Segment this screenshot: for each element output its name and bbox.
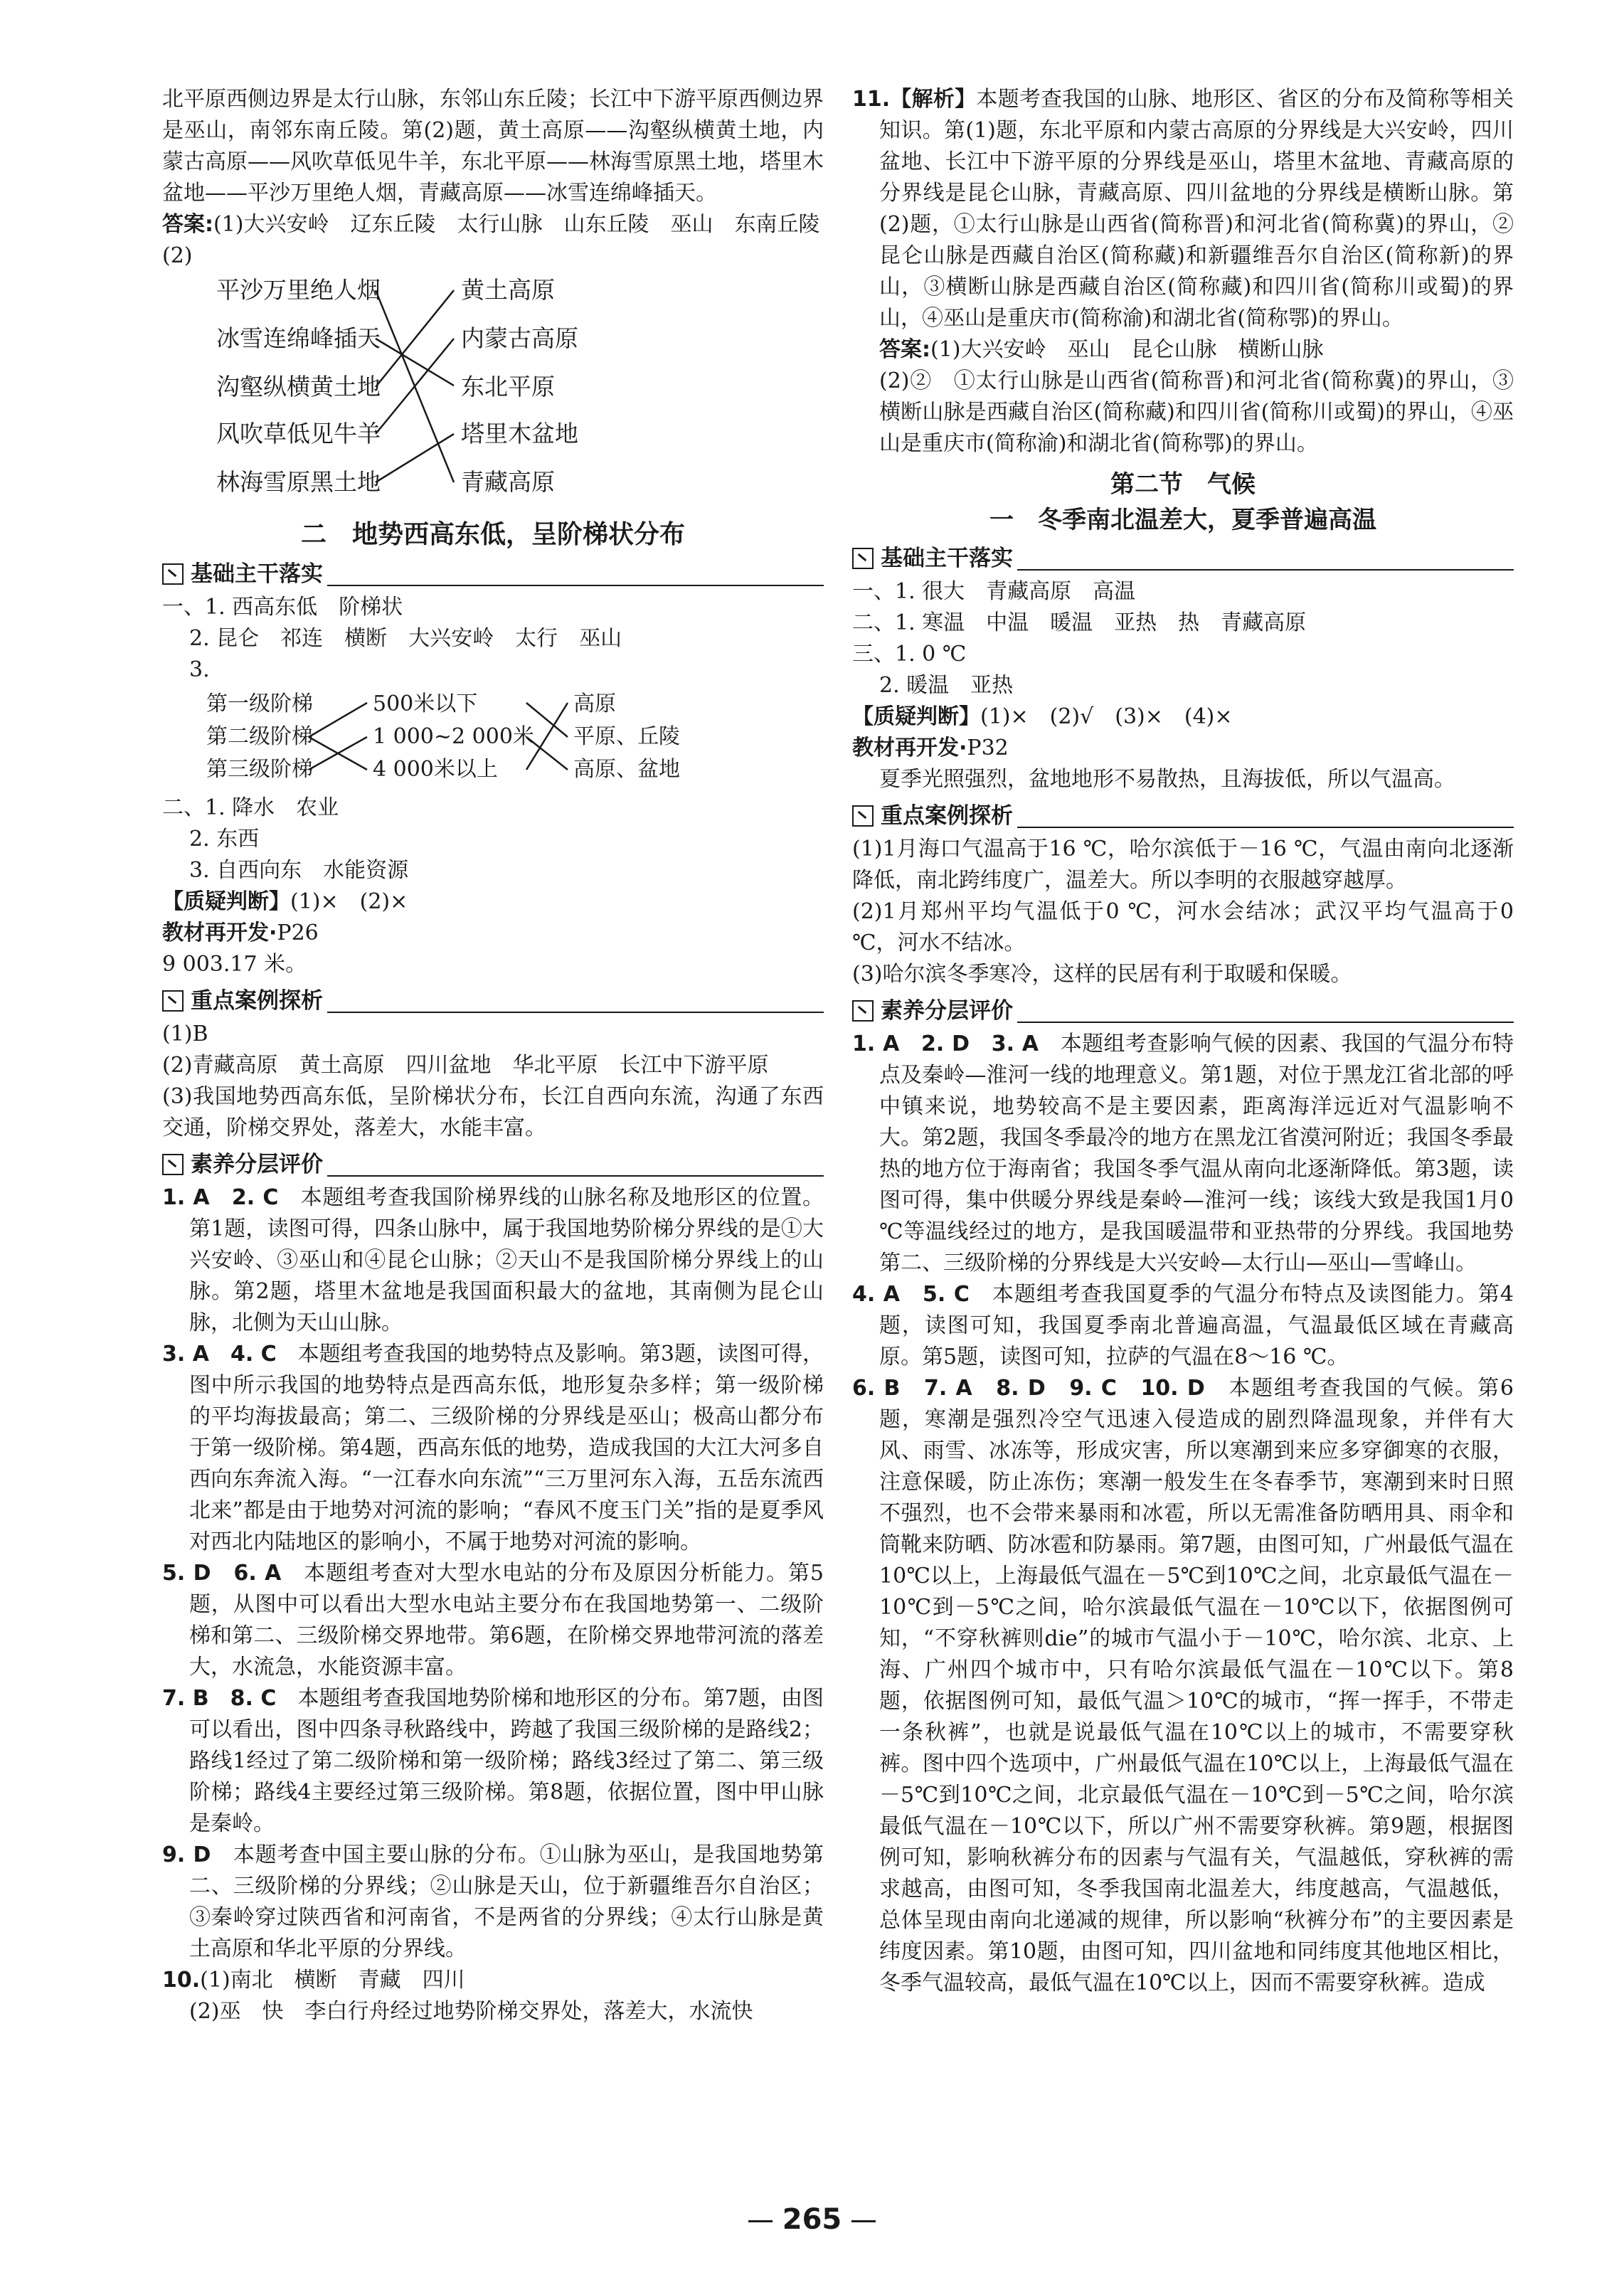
answer-text: (1)大兴安岭 辽东丘陵 太行山脉 山东丘陵 巫山 东南丘陵 xyxy=(213,212,820,237)
lesson-title: 二 地势西高东低，呈阶梯状分布 xyxy=(300,520,685,549)
basics-line: 2. 暖温 亚热 xyxy=(879,673,1014,698)
exercise-item: 11.【解析】本题考查我国的山脉、地形区、省区的分布及简称等相关知识。第(1)题，东北平原和内蒙古高原的分界线是大兴安岭，四川盆地、长江中下游平原的分界线是巫山，塔里木盆地、青藏高原的分界线是昆仑山脉，青藏高原、四川盆地的分界线是横断山脉。第(2)题，①太行山脉是山西省(简称晋)和河北省(简称冀)的界山，②昆仑山脉是西藏自治区(简称藏)和新疆维吾尔自治区(简称新)的界山，③横断山脉是西藏自治区(简称藏)和四川省(简称川或蜀)的界山，④巫山是重庆市(简称渝)和湖北省(简称鄂)的界山。 xyxy=(852,87,1514,331)
page-number: 265 xyxy=(0,2204,1624,2235)
exercise-item: 10.(1)南北 横断 青藏 四川 xyxy=(162,1968,465,1993)
matching-diagram-2 xyxy=(162,686,824,792)
match2-left-item: 第一级阶梯 xyxy=(206,691,313,716)
match1-left-item: 平沙万里绝人烟 xyxy=(216,276,381,304)
exercise-item: 6. B 7. A 8. D 9. C 10. D 本题组考查我国的气候。第6题，寒潮是强烈冷空气迅速入侵造成的剧烈降温现象，并伴有大风、雨雪、冰冻等，形成灾害，所以寒潮到来应多穿御寒的衣服，注意保暖，防止冻伤；寒潮一般发生在冬春季节，寒潮到来时日照不强烈，也不会带来暴雨和冰雹，所以无需准备防晒用具、雨伞和筒靴来防晒、防冰雹和防暴雨。第7题，由图可知，广州最低气温在10℃以上，上海最低气温在－5℃到10℃之间，北京最低气温在－10℃到－5℃之间，哈尔滨最低气温在－10℃以下，依据图例可知，“不穿秋裤则die”的城市气温小于－10℃，哈尔滨、北京、上海、广州四个城市中，只有哈尔滨最低气温在－10℃以下。第8题，依据图例可知，最低气温＞10℃的城市，“挥一挥手，不带走一条秋裤”，也就是说最低气温在10℃以上的城市，不需要穿秋裤。图中四个选项中，广州最低气温在10℃以上，上海最低气温在－5℃到10℃之间，北京最低气温在－10℃到－5℃之间，哈尔滨最低气温在－10℃以下，所以广州不需要穿秋裤。第9题，根据图例可知，影响秋裤分布的因素与气温有关，气温越低，穿秋裤的需求越高，由图可知，冬季我国南北温差大，纬度越高，气温越低，总体呈现由南向北递减的规律，所以影响“秋裤分布”的主要因素是纬度因素。第10题，由图可知，四川盆地和同纬度其他地区相比，冬季气温较高，最低气温在10℃以上，因而不需要穿秋裤。造成 xyxy=(852,1376,1514,1995)
section-header: 素养分层评价 xyxy=(852,995,1514,1027)
case-line: (2)1月郑州平均气温低于0 ℃，河水会结冰；武汉平均气温高于0 ℃，河水不结冰。 xyxy=(852,899,1514,955)
section-header: 基础主干落实 xyxy=(852,542,1514,575)
match2-left-item: 第三级阶梯 xyxy=(206,757,313,782)
basics-line: 2. 昆仑 祁连 横断 大兴安岭 太行 巫山 xyxy=(189,626,622,651)
match1-right-item: 塔里木盆地 xyxy=(461,420,578,447)
exercise-item: 4. A 5. C 本题组考查我国夏季的气温分布特点及读图能力。第4题，读图可知，我国夏季南北普遍高温，气温最低区域在青藏高原。第5题，读图可知，拉萨的气温在8～16 ℃。 xyxy=(852,1282,1514,1369)
match1-right-item: 青藏高原 xyxy=(461,468,555,496)
match2-right-item: 高原、盆地 xyxy=(573,757,680,782)
exercise-item: (2)巫 快 李白行舟经过地势阶梯交界处，落差大，水流快 xyxy=(189,1999,753,2024)
match2-mid-item: 500米以下 xyxy=(373,691,478,716)
section-header: 基础主干落实 xyxy=(162,558,824,590)
match1-left-item: 风吹草低见牛羊 xyxy=(216,420,381,447)
section-header: 重点案例探析 xyxy=(852,800,1514,832)
pen-icon xyxy=(852,548,874,569)
match2-right-item: 高原 xyxy=(573,691,616,716)
matching-diagram-1 xyxy=(162,272,824,514)
basics-line: 二、1. 寒温 中温 暖温 亚热 热 青藏高原 xyxy=(852,610,1307,635)
left-column xyxy=(162,84,824,2027)
section-header: 重点案例探析 xyxy=(162,985,824,1017)
match2-right-item: 平原、丘陵 xyxy=(573,724,680,749)
textbook-line: 教材再开发·P32 xyxy=(852,736,1009,760)
basics-line: 3. 自西向东 水能资源 xyxy=(189,858,409,883)
match2-mid-item: 4 000米以上 xyxy=(373,757,498,782)
basics-line: 3. xyxy=(189,657,210,682)
match1-right-item: 黄土高原 xyxy=(461,276,555,304)
match1-left-item: 沟壑纵横黄土地 xyxy=(216,373,381,401)
pen-icon xyxy=(852,805,874,827)
intro-paragraph: 北平原西侧边界是太行山脉，东邻山东丘陵；长江中下游平原西侧边界是巫山，南邻东南丘陵。第(2)题，黄土高原——沟壑纵横黄土地，内蒙古高原——风吹草低见牛羊，东北平原——林海雪原黑土地，塔里木盆地——平沙万里绝人烟，青藏高原——冰雪连绵峰插天。 xyxy=(162,87,824,206)
exercise-item: 1. A 2. D 3. A 本题组考查影响气候的因素、我国的气温分布特点及秦岭—淮河一线的地理意义。第1题，对位于黑龙江省北部的呼中镇来说，地势较高不是主要因素，距离海洋远近对气温影响不大。第2题，我国冬季最冷的地方在黑龙江省漠河附近；我国冬季最热的地方位于海南省；我国冬季气温从南向北逐渐降低。第3题，读图可得，集中供暖分界线是秦岭—淮河一线；该线大致是我国1月0 ℃等温线经过的地方，是我国暖温带和亚热带的分界线。我国地势第二、三级阶梯的分界线是大兴安岭—太行山—巫山—雪峰山。 xyxy=(852,1031,1514,1275)
match1-left-item: 冰雪连绵峰插天 xyxy=(216,324,381,352)
judge-line: 【质疑判断】(1)× (2)× xyxy=(162,889,408,914)
basics-line: 三、1. 0 ℃ xyxy=(852,642,967,667)
section-header: 素养分层评价 xyxy=(162,1148,824,1181)
match1-right-item: 东北平原 xyxy=(461,373,555,401)
pen-icon xyxy=(162,990,184,1012)
exercise-item: 7. B 8. C 本题组考查我国地势阶梯和地形区的分布。第7题，由图可以看出，图中四条寻秋路线中，跨越了我国三级阶梯的是路线2；路线1经过了第二级阶梯和第一级阶梯；路线3经过了第二、第三级阶梯；路线4主要经过第三级阶梯。第8题，依据位置，图中甲山脉是秦岭。 xyxy=(162,1686,824,1836)
basics-line: 一、1. 很大 青藏高原 高温 xyxy=(852,579,1136,604)
answer-label: 答案: xyxy=(162,212,213,237)
exercise-item: 5. D 6. A 本题组考查对大型水电站的分布及原因分析能力。第5题，从图中可以看出大型水电站主要分布在我国地势第一、二级阶梯和第二、三级阶梯交界地带。第6题，在阶梯交界地带河流的落差大，水流急，水能资源丰富。 xyxy=(162,1561,824,1680)
lesson-title: 一 冬季南北温差大，夏季普遍高温 xyxy=(989,506,1376,534)
exercise-item: 9. D 本题考查中国主要山脉的分布。①山脉为巫山，是我国地势第二、三级阶梯的分界线；②山脉是天山，位于新疆维吾尔自治区；③秦岭穿过陕西省和河南省，不是两省的分界线；④太行山脉是黄土高原和华北平原的分界线。 xyxy=(162,1842,824,1961)
answer-2-label: (2) xyxy=(162,243,193,268)
case-line: (1)1月海口气温高于16 ℃，哈尔滨低于－16 ℃，气温由南向北逐渐降低，南北跨纬度广，温差大。所以李明的衣服越穿越厚。 xyxy=(852,837,1514,893)
pen-icon xyxy=(162,563,184,585)
case-line: (3)哈尔滨冬季寒冷，这样的民居有利于取暖和保暖。 xyxy=(852,962,1352,987)
answer-line xyxy=(162,209,824,240)
textbook-line: 教材再开发·P26 xyxy=(162,921,319,945)
exercise-item: 1. A 2. C 本题组考查我国阶梯界线的山脉名称及地形区的位置。第1题，读图可得，四条山脉中，属于我国地势阶梯分界线的是①大兴安岭、③巫山和④昆仑山脉；②天山不是我国阶梯分界线上的山脉。第2题，塔里木盆地是我国面积最大的盆地，其南侧为昆仑山脉，北侧为天山山脉。 xyxy=(162,1185,824,1335)
case-line: (1)B xyxy=(162,1022,208,1046)
match2-left-item: 第二级阶梯 xyxy=(206,724,313,749)
textbook-answer: 夏季光照强烈，盆地地形不易散热，且海拔低，所以气温高。 xyxy=(879,767,1455,792)
case-line: (3)我国地势西高东低，呈阶梯状分布，长江自西向东流，沟通了东西交通，阶梯交界处，落差大，水能丰富。 xyxy=(162,1084,824,1140)
match2-mid-item: 1 000~2 000米 xyxy=(373,724,534,749)
right-column xyxy=(852,84,1514,1999)
answer-line: 答案:(1)大兴安岭 巫山 昆仑山脉 横断山脉 xyxy=(879,337,1324,362)
match1-right-item: 内蒙古高原 xyxy=(461,324,578,352)
basics-line: 2. 东西 xyxy=(189,827,260,852)
answer-line: (2)② ①太行山脉是山西省(简称晋)和河北省(简称冀)的界山，③横断山脉是西藏自治区(简称藏)和四川省(简称川或蜀)的界山，④巫山是重庆市(简称渝)和湖北省(简称鄂)的界山。 xyxy=(879,368,1514,456)
basics-line: 一、1. 西高东低 阶梯状 xyxy=(162,595,403,620)
case-line: (2)青藏高原 黄土高原 四川盆地 华北平原 长江中下游平原 xyxy=(162,1053,769,1078)
match1-left-item: 林海雪原黑土地 xyxy=(216,468,381,496)
judge-line: 【质疑判断】(1)× (2)√ (3)× (4)× xyxy=(852,704,1233,729)
exercise-item: 3. A 4. C 本题组考查我国的地势特点及影响。第3题，读图可得，图中所示我国的地势特点是西高东低，地形复杂多样；第一级阶梯的平均海拔最高；第二、三级阶梯的分界线是巫山；极高山都分布于第一级阶梯。第4题，西高东低的地势，造成我国的大江大河多自西向东奔流入海。“一江春水向东流”“三万里河东入海，五岳东流西北来”都是由于地势对河流的影响；“春风不度玉门关”指的是夏季风对西北内陆地区的影响小，不属于地势对河流的影响。 xyxy=(162,1342,824,1554)
basics-line: 二、1. 降水 农业 xyxy=(162,795,339,820)
textbook-answer: 9 003.17 米。 xyxy=(162,952,307,977)
pen-icon xyxy=(852,1000,874,1022)
pen-icon xyxy=(162,1154,184,1175)
section-title: 第二节 气候 xyxy=(1110,470,1256,499)
